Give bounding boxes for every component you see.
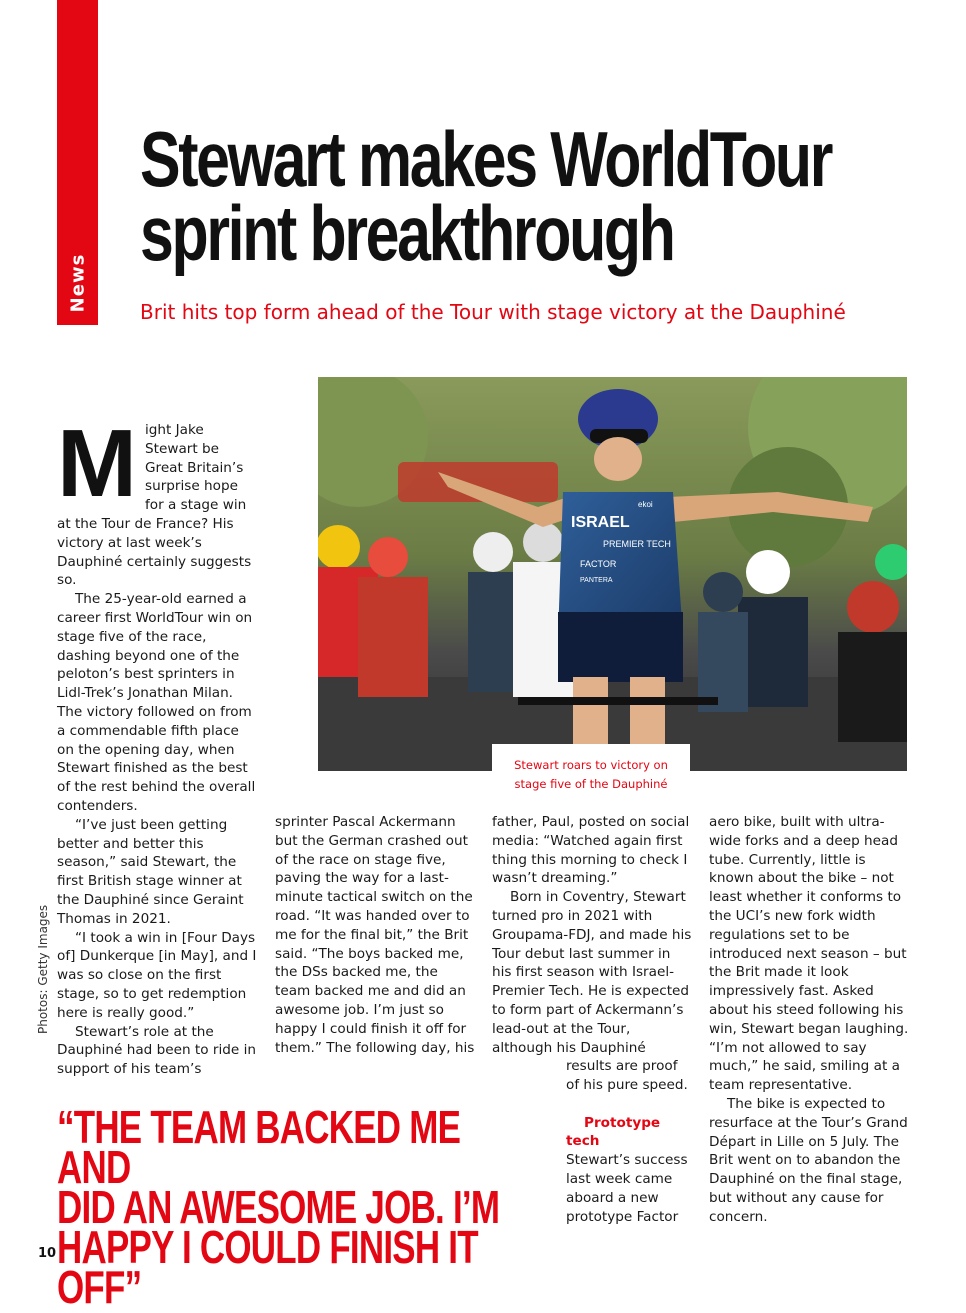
jersey-text-israel: ISRAEL [571, 514, 630, 531]
paragraph: “I took a win in [Four Days of] Dunkerque [in May], and I was so close on the first stage, so to get redemption here is really good.” [57, 929, 257, 1021]
paragraph: The bike is expected to resurface at the Tour’s Grand Départ in Lille on 5 July. The Brit went on to abandon the Dauphiné on the final stage, but without any cause for concern. [709, 1095, 908, 1225]
article-column-3 [492, 813, 692, 1057]
jersey-text-pantera: PANTERA [580, 577, 613, 584]
caption-line-1: Stewart roars to victory on [514, 758, 668, 772]
paragraph: The 25-year-old earned a career first WorldTour win on stage five of the race, dashing beyond one of the peloton’s best sprinters in Lidl-Trek’s Jonathan Milan. The victory followed on from a commendable fifth place on the opening day, when Stewart finished as the best of the rest behind the overall contenders. [57, 591, 256, 814]
photo-credit: Photos: Getty Images [36, 904, 50, 1034]
dropcap [57, 424, 137, 500]
dropcap-letter: M [57, 424, 135, 500]
pull-quote [57, 1101, 513, 1313]
article-column-2 [275, 813, 475, 1057]
article-column-1 [57, 421, 257, 1079]
headline-line-2: sprint breakthrough [140, 189, 674, 277]
paragraph-rest: for a stage win at the Tour de France? His victory at last week’s Dauphiné certainly suggests so. [57, 497, 252, 589]
section-subhead: Prototype tech [566, 1114, 661, 1150]
race-photo [318, 377, 907, 771]
article-column-4 [709, 813, 909, 1227]
caption-line-2: stage five of the Dauphiné [514, 777, 668, 791]
jersey-text-factor: FACTOR [580, 559, 617, 569]
section-label: News [67, 253, 89, 313]
paragraph: “I’ve just been getting better and better this season,” said Stewart, the first British stage winner at the Dauphiné since Geraint Thomas in 2021. [57, 816, 244, 927]
jersey-text-premier-tech: PREMIER TECH [603, 539, 671, 549]
pull-quote-line-3: HAPPY I COULD FINISH IT OFF” [57, 1221, 478, 1313]
page-number: 10 [38, 1246, 57, 1261]
standfirst: Brit hits top form ahead of the Tour with stage victory at the Dauphiné [140, 300, 846, 324]
pull-quote-line-1: “THE TEAM BACKED ME AND [57, 1101, 461, 1193]
article-column-3-continued [566, 1057, 694, 1226]
paragraph: Stewart’s success last week came aboard a new prototype Factor [566, 1152, 688, 1225]
paragraph: sprinter Pascal Ackermann but the German crashed out of the race on stage five, paving the way for a last-minute tactical switch on the road. “It was handed over to me for the final bit,” the Brit said. “The boys backed me, the DSs backed me, the team backed me and did an awesome job. I’m just so happy I could finish it off for them.” The following day, his [275, 814, 475, 1056]
paragraph-tail: results are proof of his pure speed. [566, 1058, 688, 1093]
jersey-text-brand: ekoi [638, 500, 653, 509]
headline-line-1: Stewart makes WorldTour [140, 115, 832, 203]
paragraph: Born in Coventry, Stewart turned pro in 2021 with Groupama-FDJ, and made his Tour debut last summer in his first season with Israel-Premier Tech. He is expected to form part of Ackermann’s lead-out at the Tour, although his Dauphiné [492, 889, 692, 1056]
paragraph: father, Paul, posted on social media: “Watched again first thing this morning to check I wasn’t dreaming.” [492, 814, 690, 887]
pull-quote-line-2: DID AN AWESOME JOB. I’M [57, 1181, 500, 1233]
paragraph: aero bike, built with ultra-wide forks and a deep head tube. Currently, little is known about the bike – not least whether it conforms to the UCI’s new fork width regulations set to be introduced next season – but the Brit made it look impressively fast. Asked about his steed following his win, Stewart began laughing. “I’m not allowed to say much,” he said, smiling at a team representative. [709, 814, 909, 1094]
paragraph: Stewart’s role at the Dauphiné had been to ride in support of his team’s [57, 1023, 256, 1078]
headline [140, 115, 920, 277]
paragraph-lead: ight Jake Stewart be Great Britain’s surprise hope [145, 422, 244, 495]
photo-caption [492, 744, 690, 800]
